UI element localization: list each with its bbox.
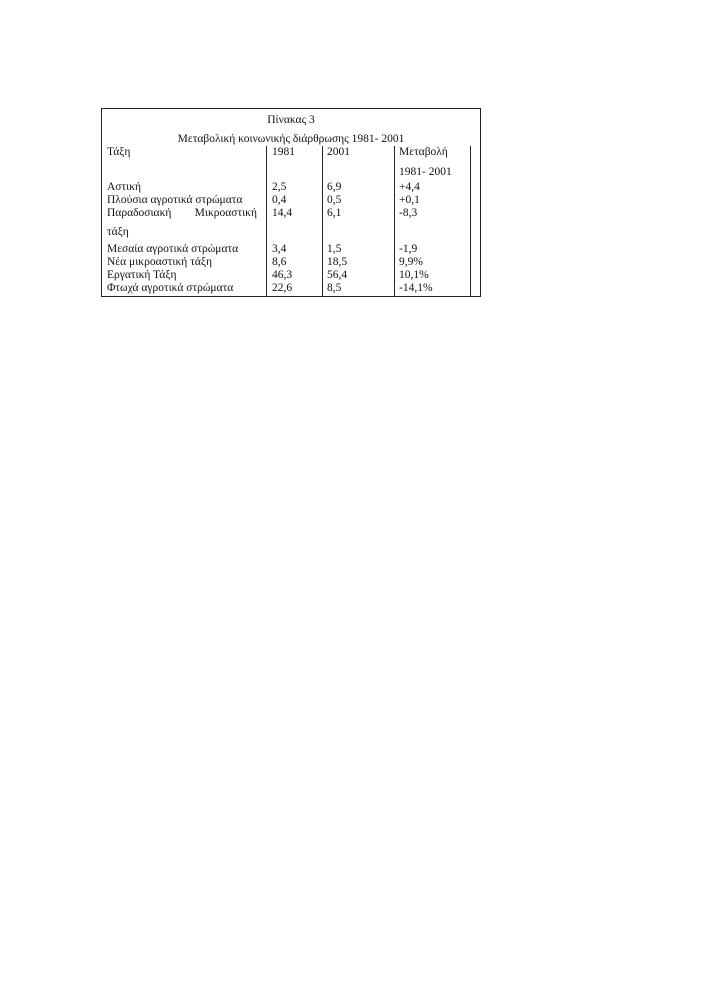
- cell-2001: 6,9: [327, 181, 342, 193]
- row-label-part: Παραδοσιακή: [107, 207, 172, 219]
- row-label: Αστική: [107, 181, 142, 193]
- table-number: Πίνακας 3: [267, 114, 315, 126]
- header-1981: 1981: [272, 146, 295, 158]
- column-divider-change: [394, 146, 395, 296]
- cell-1981: 8,6: [272, 256, 287, 268]
- cell-change: -14,1%: [399, 282, 433, 294]
- table-title: Μεταβολική κοινωνικής διάρθρωσης 1981- 2001: [177, 133, 405, 145]
- cell-2001: 0,5: [327, 194, 342, 206]
- cell-2001: 6,1: [327, 207, 342, 219]
- row-label-line2: τάξη: [107, 226, 129, 238]
- row-label: Φτωχά αγροτικά στρώματα: [107, 282, 234, 294]
- row-label: Εργατική Τάξη: [107, 269, 177, 281]
- row-label: Νέα μικροαστική τάξη: [107, 256, 212, 268]
- column-divider-2001: [322, 146, 323, 296]
- column-divider-end: [470, 146, 471, 296]
- cell-1981: 22,6: [272, 282, 293, 294]
- cell-1981: 46,3: [272, 269, 293, 281]
- cell-1981: 14,4: [272, 207, 293, 219]
- header-change-period: 1981- 2001: [399, 166, 452, 178]
- row-label-part: Μικροαστική: [194, 207, 257, 219]
- cell-2001: 1,5: [327, 243, 342, 255]
- cell-change: +0,1: [399, 194, 420, 206]
- cell-2001: 18,5: [327, 256, 348, 268]
- row-label: Μεσαία αγροτικά στρώματα: [107, 243, 239, 255]
- cell-change: 10,1%: [399, 269, 429, 281]
- cell-2001: 8,5: [327, 282, 342, 294]
- social-structure-table: [101, 108, 481, 297]
- header-change: Μεταβολή: [399, 146, 448, 158]
- header-2001: 2001: [327, 146, 350, 158]
- cell-2001: 56,4: [327, 269, 348, 281]
- column-divider-1981: [266, 146, 267, 296]
- cell-1981: 0,4: [272, 194, 287, 206]
- cell-1981: 3,4: [272, 243, 287, 255]
- cell-1981: 2,5: [272, 181, 287, 193]
- cell-change: -8,3: [399, 207, 418, 219]
- row-label-line1: [107, 207, 257, 220]
- cell-change: 9,9%: [399, 256, 423, 268]
- cell-change: -1,9: [399, 243, 418, 255]
- row-label: Πλούσια αγροτικά στρώματα: [107, 194, 243, 206]
- header-class: Τάξη: [107, 146, 131, 158]
- cell-change: +4,4: [399, 181, 420, 193]
